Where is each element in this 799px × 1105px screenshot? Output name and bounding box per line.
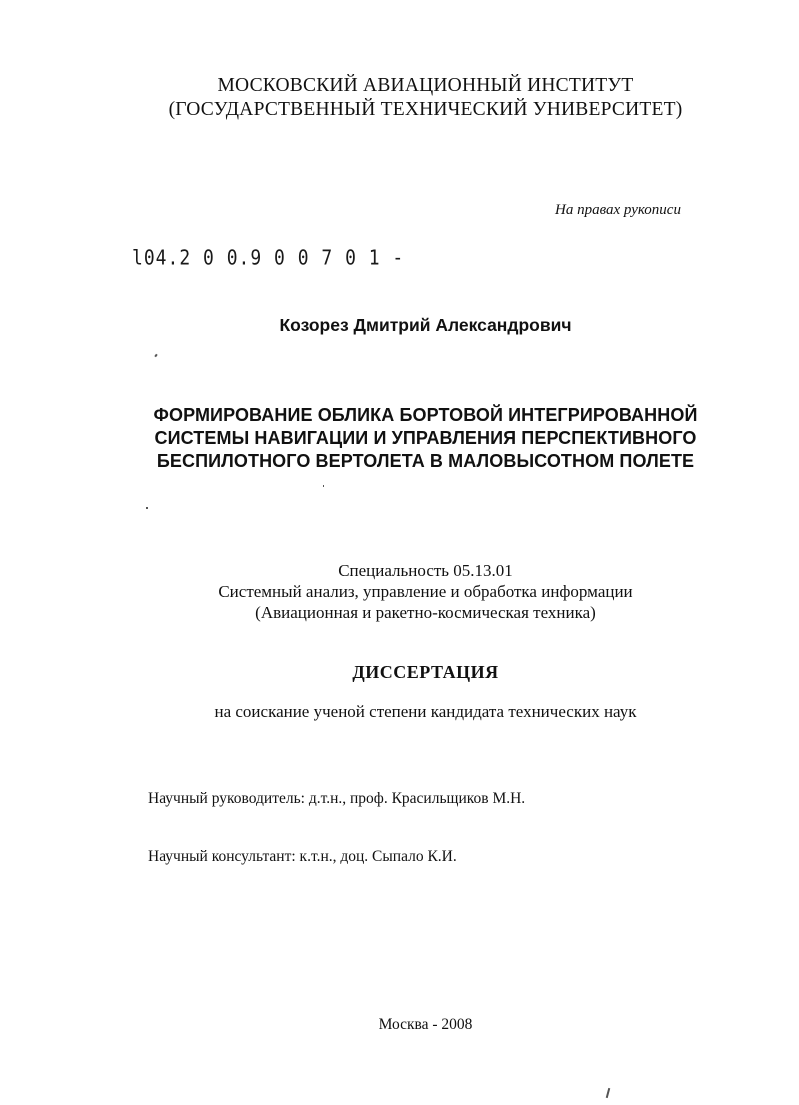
- manuscript-rights-note: На правах рукописи: [555, 202, 681, 218]
- specialty-code: Специальность 05.13.01: [338, 561, 513, 580]
- library-stamp-number: l04.2 0 0.9 0 0 7 0 1 -: [132, 246, 405, 271]
- institute-name-line2: (ГОСУДАРСТВЕННЫЙ ТЕХНИЧЕСКИЙ УНИВЕРСИТЕТ): [168, 99, 683, 120]
- scientific-supervisor: Научный руководитель: д.т.н., проф. Красильщиков М.Н.: [148, 790, 526, 807]
- specialty-block: [26, 560, 799, 623]
- title-line2: СИСТЕМЫ НАВИГАЦИИ И УПРАВЛЕНИЯ ПЕРСПЕКТИВНОГО: [154, 428, 697, 448]
- scan-speck: [146, 507, 148, 509]
- author-name: Козорез Дмитрий Александрович: [279, 315, 572, 335]
- specialty-name: Системный анализ, управление и обработка информации: [218, 582, 633, 601]
- scan-speck: [154, 354, 157, 358]
- scan-speck: [606, 1088, 611, 1098]
- institute-name-line1: МОСКОВСКИЙ АВИАЦИОННЫЙ ИНСТИТУТ: [217, 75, 634, 96]
- scan-speck: [323, 485, 324, 487]
- title-line3: БЕСПИЛОТНОГО ВЕРТОЛЕТА В МАЛОВЫСОТНОМ ПОЛЕТЕ: [156, 451, 695, 471]
- degree-line: на соискание ученой степени кандидата технических наук: [214, 702, 637, 721]
- specialty-field: (Авиационная и ракетно-космическая техника): [255, 603, 596, 622]
- institute-header: [26, 74, 799, 122]
- city-year: Москва - 2008: [378, 1016, 473, 1033]
- scientific-consultant: Научный консультант: к.т.н., доц. Сыпало К.И.: [148, 848, 457, 865]
- document-type-heading: ДИССЕРТАЦИЯ: [352, 662, 499, 682]
- dissertation-title: [26, 404, 799, 473]
- title-line1: ФОРМИРОВАНИЕ ОБЛИКА БОРТОВОЙ ИНТЕГРИРОВАННОЙ: [153, 405, 698, 425]
